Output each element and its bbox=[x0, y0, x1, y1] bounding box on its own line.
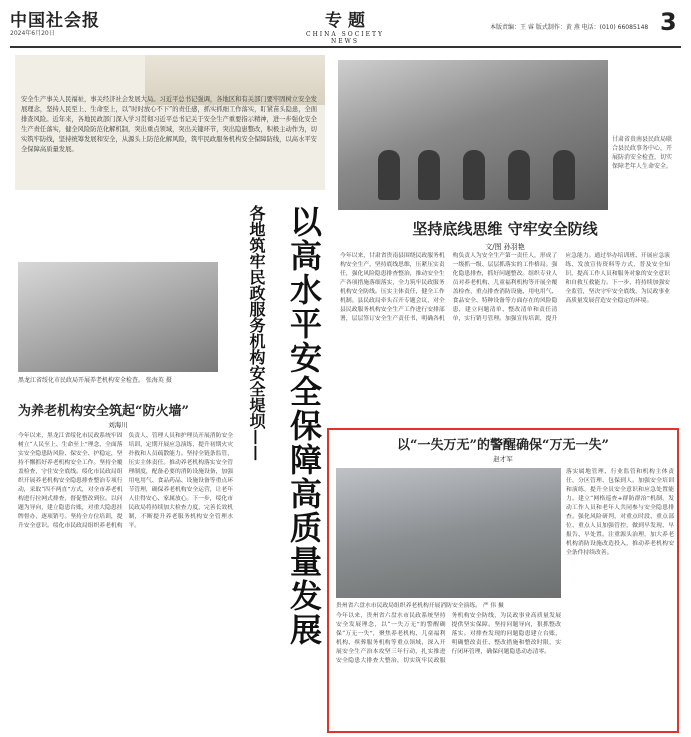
article-left-body: 今年以来，黑龙江省绥化市民政系统牢固树立“人民至上、生命至上”理念，全面落实安全隐患防风险、保安全、护稳定，坚持不懈抓好养老机构安全工作。坚持全覆盖检查，守住安全底线。绥化市民政局组织开展养老机构安全隐患排查整治专项行动，采取“四不两直”方式，对全市养老机构进行拉网式排查，督促整改到位。以问题为导向，建立隐患台账，对重大隐患挂牌督办，逐项销号。坚持全方位培训，提升安全意识。绥化市民政局组织养老机构负责人、管理人员和护理员开展消防安全培训，定期开展应急演练，提升初期火灾扑救和人员疏散能力。坚持全链条监管，压实主体责任。推动养老机构落实安全管理制度，配备必要的消防设施设备，加强用电用气、食品药品、设施设备等重点环节管理，确保养老机构安全运营，让老年人住得安心、家属放心。下一步，绥化市民政局将持续加大检查力度，完善长效机制，不断提升养老服务机构安全管理水平。 bbox=[18, 433, 233, 529]
section-title-en: CHINA SOCIETY NEWS bbox=[305, 31, 385, 45]
article-right-body: 今年以来，甘肃省贵南县围绕民政服务机构安全生产，坚持底线思维，压紧压实责任，强化风险隐患排查整治，推动安全生产各项措施落细落实，全力筑牢民政服务机构安全防线。压实主体责任，健全工作机制。县民政局牵头召开专题会议，对全县民政服务机构安全生产工作进行安排部署，层层签订安全生产责任书，明确各机构负责人为安全生产第一责任人，形成了一级抓一级、层层抓落实的工作格局。强化隐患排查，抓好问题整改。组织专业人员对养老机构、儿童福利机构等开展全覆盖检查，重点排查消防设施、用电用气、食品安全、特种设备等方面存在的风险隐患，建立问题清单、整改清单和责任清单，实行销号管理。加强宣传培训，提升应急能力。通过举办培训班、开展应急演练、发放宣传资料等方式，普及安全知识，提高工作人员和服务对象的安全意识和自救互救能力。下一步，将持续加强安全监管，坚决守牢安全底线，为民政事业高质量发展营造安全稳定的环境。 bbox=[340, 253, 670, 322]
photo-box-caption: 贵州省六盘水市民政局组织养老机构开展消防安全演练。 严 伟 摄 bbox=[336, 603, 504, 609]
masthead-rule bbox=[10, 46, 681, 48]
newspaper-title: 中国社会报 bbox=[10, 11, 100, 31]
masthead bbox=[10, 6, 681, 46]
headline-main: 以高水平安全保障高质量发展 bbox=[285, 205, 323, 647]
photo-figure bbox=[378, 150, 400, 200]
article-left-byline: 刘海川 bbox=[108, 421, 128, 429]
intro-box bbox=[15, 55, 325, 190]
photo-fire-drill bbox=[336, 468, 561, 598]
editor-info: 本版责编：王 睿 版式制作：黄 燕 电话：(010) 66085148 bbox=[490, 24, 649, 31]
section-label bbox=[295, 6, 395, 45]
article-right-byline: 文/图 孙羽艳 bbox=[485, 243, 525, 251]
article-box-body-bottom: 今年以来，贵州省六盘水市民政系统坚持安全发展理念，以“一失万无”的警醒确保“万无一失”，聚焦养老机构、儿童福利机构、殡葬服务机构等重点领域，深入开展安全生产治本攻坚三年行动，扎实推进安全隐患大排查大整治，切实筑牢民政服务机构安全防线，为民政事业高质量发展提供坚实保障。坚持问题导向，狠抓整改落实。对排查发现的问题隐患建立台账，明确整改责任、整改措施和整改时限，实行闭环管理，确保问题隐患动态清零。 bbox=[336, 613, 561, 664]
photo-fire-inspection bbox=[18, 262, 218, 372]
article-right-headline: 坚持底线思维 守牢安全防线 bbox=[412, 220, 598, 238]
photo-main-caption: 甘肃省贵南县民政局联合县民政事务中心，开展防消安全检查，切实保障老年人生命安全。 bbox=[612, 136, 673, 170]
article-box-body-side: 落实属地管理、行业监管和机构主体责任，分区管理、包保到人。加强安全培训和演练，提升全员安全意识和应急处置能力。建立“网格巡查+群防群治”机制，发动工作人员和老年人共同参与安全隐患排查。强化风险研判，对重点时段、重点部位、重点人员加强管控，做到早发现、早报告、早处置。注重源头治理，加大养老机构消防设施改造投入，推动养老机构安全条件持续改善。 bbox=[566, 469, 674, 556]
page-number: 3 bbox=[660, 8, 677, 36]
photo-figure bbox=[418, 150, 440, 200]
photo-figure bbox=[463, 150, 485, 200]
photo-elderly-care-inspection bbox=[338, 60, 608, 210]
article-box-byline: 赵才军 bbox=[493, 455, 513, 463]
photo-figure bbox=[508, 150, 530, 200]
article-box-headline: 以“一失万无”的警醒确保“万无一失” bbox=[397, 438, 609, 453]
article-left-headline: 为养老机构安全筑起“防火墙” bbox=[18, 404, 189, 419]
headline-sub: 各地筑牢民政服务机构安全堤坝—— bbox=[247, 205, 266, 461]
section-title: 专 题 bbox=[325, 11, 365, 31]
photo-left-caption: 黑龙江省绥化市民政局开展养老机构安全检查。 张海英 摄 bbox=[18, 377, 172, 384]
issue-date: 2024年6月20日 bbox=[10, 30, 55, 37]
intro-text: 安全生产事关人民福祉，事关经济社会发展大局。习近平总书记强调，各地区和有关部门要牢固树立安全发展理念，坚持人民至上、生命至上，以“时时放心不下”的责任感，抓实抓细工作落实，盯紧苗头隐患，全面排查风险。近年来，各地民政部门深入学习贯彻习近平总书记关于安全生产重要指示精神，进一步强化安全生产责任落实，健全风险防范化解机制，突出重点领域，突出关键环节，突出隐患整改，积极主动作为，切实筑牢防线，坚持统筹发展和安全，从源头上防范化解风险，筑牢民政服务机构安全保障防线，以高水平安全保障高质量发展。 bbox=[21, 96, 318, 153]
photo-figure bbox=[553, 150, 575, 200]
